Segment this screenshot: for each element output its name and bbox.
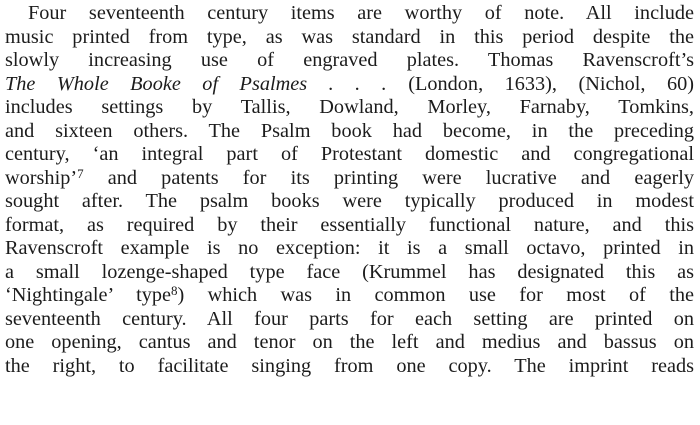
text-segment: music printed from type, as was standard in this period despite the [5,25,694,48]
paragraph-line [5,260,694,284]
paragraph-line [5,283,694,307]
text-segment: a small lozenge-shaped type face (Krummel has designated this as [5,260,694,283]
text-segment: century, ‘an integral part of Protestant domestic and congregational [5,143,694,165]
paragraph-line [5,330,694,354]
paragraph-line [5,72,694,96]
paragraph-line [5,354,694,378]
paragraph-line [5,213,694,237]
text-segment: the right, to facilitate singing from one copy. The imprint reads [5,354,694,377]
footnote-marker: 8 [171,283,178,298]
paragraph-line [5,236,694,260]
paragraph-line [5,307,694,331]
footnote-marker: 7 [77,165,84,181]
text-segment: slowly increasing use of engraved plates. Thomas Ravenscroft’s [5,49,694,71]
paragraph-line [5,48,694,72]
text-segment: worship’ [5,166,78,189]
text-segment: ) which was in common use for most of the [177,284,694,306]
paragraph-line [5,119,694,143]
text-segment: Four seventeenth century items are worthy of note. All include [28,2,694,24]
text-segment: sought after. The psalm books were typically produced in modest [5,190,694,212]
paragraph-line [5,189,694,213]
paragraph-line [5,166,694,190]
book-title: The Whole Booke of Psalmes . . . [5,72,387,95]
text-segment: format, as required by their essentially functional nature, and this [5,213,694,236]
paragraph-line [5,95,694,119]
paragraph-line [28,1,694,25]
text-segment: one opening, cantus and tenor on the left and medius and bassus on [5,331,694,353]
text-segment: (London, 1633), (Nichol, 60) [386,72,694,95]
text-segment: seventeenth century. All four parts for each setting are printed on [5,307,694,330]
text-segment: and patents for its printing were lucrative and eagerly [83,166,694,189]
text-segment: Ravenscroft example is no exception: it is a small octavo, printed in [5,237,694,259]
text-segment: ‘Nightingale’ type [5,284,172,306]
paragraph-line [5,142,694,166]
paragraph-line [5,25,694,49]
text-segment: and sixteen others. The Psalm book had become, in the preceding [5,119,694,142]
text-segment: includes settings by Tallis, Dowland, Morley, Farnaby, Tomkins, [5,96,694,118]
